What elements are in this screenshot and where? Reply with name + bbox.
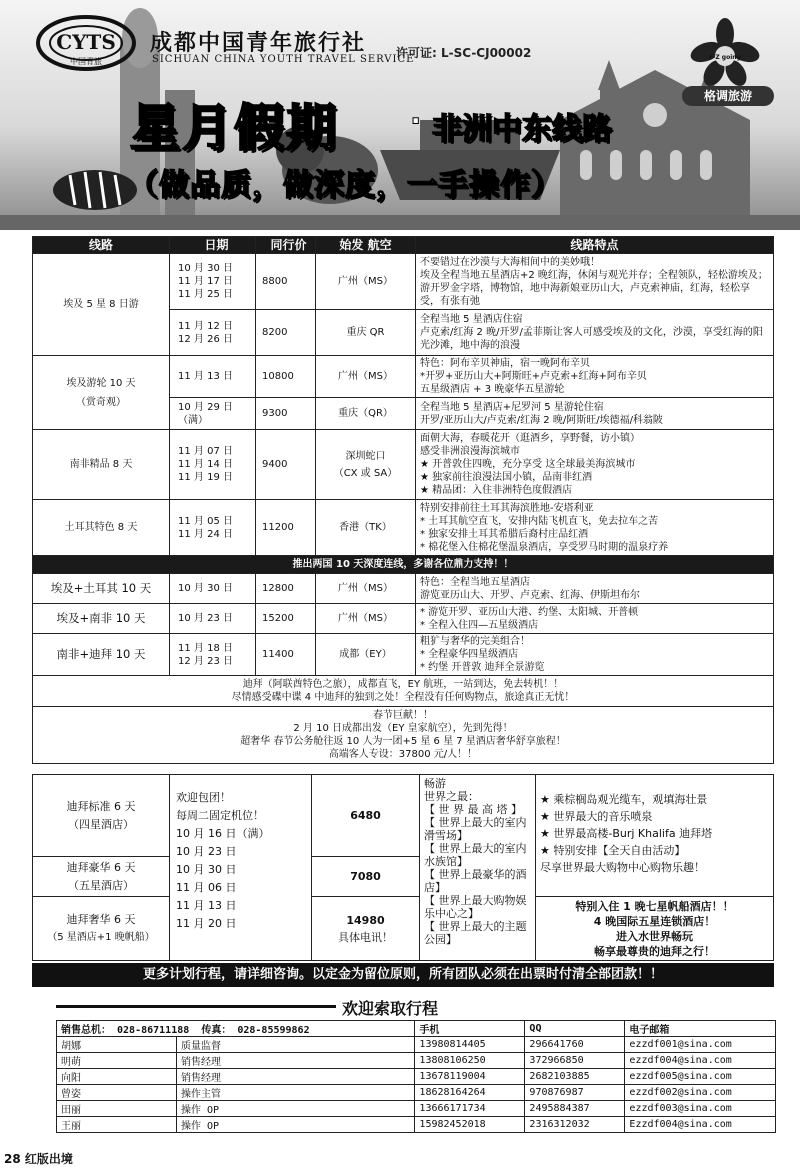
route-depart: 广州（MS） [316, 254, 416, 310]
company-name-en: SICHUAN CHINA YOUTH TRAVEL SERVICE [152, 54, 415, 65]
contact-mobile: 13678119004 [415, 1069, 525, 1085]
route-features: 面朝大海，春暖花开（逛酒乡，享野餐，访小镇） 感受非洲浪漫海滨城市 ★ 开普敦住四晚，充分享受 这全球最美海滨城市 ★ 独家前往浪漫法国小镇，品南非红酒 ★ 精品团：入住非洲特色度假酒店 [416, 430, 774, 500]
contact-row [57, 1085, 776, 1101]
table-row [33, 604, 774, 634]
route-dates: 11 月 07 日 11 月 14 日 11 月 19 日 [170, 430, 256, 500]
spring-festival-notice: 春节巨献！！ 2 月 10 日成都出发（EY 皇家航空），先到先得！ 超奢华 春节公务舱往返 10 人为一团+5 星 6 星 7 星酒店奢华舒享旅程！ 高端客人专设：37800 元/人！！ [33, 707, 774, 764]
contact-name: 明萌 [57, 1053, 177, 1069]
route-dates: 11 月 05 日 11 月 24 日 [170, 500, 256, 556]
cyts-logo [36, 14, 136, 72]
route-dates: 11 月 12 日 12 月 26 日 [170, 310, 256, 356]
route-features: 特别安排前往土耳其海滨胜地-安塔利亚 * 土耳其航空直飞，安排内陆飞机直飞，免去拉车之苦 * 独家安排土耳其希腊后裔村庄品红酒 * 棉花堡入住棉花堡温泉酒店，享受罗马时期的温泉疗养 [416, 500, 774, 556]
booking-policy-bar: 更多计划行程，请详细咨询。以定金为留位原则，所有团队必须在出票时付清全部团款！！ [32, 963, 774, 987]
route-name: 埃及游轮 10 天 （赏奇观） [33, 356, 170, 430]
contact-qq: 970876987 [525, 1085, 625, 1101]
contact-email[interactable]: ezzdf001@sina.com [625, 1037, 776, 1053]
notice-row [33, 707, 774, 764]
dubai-price: 14980 具体电讯！ [312, 897, 420, 961]
route-price: 10800 [256, 356, 316, 398]
route-depart: 重庆 QR [316, 310, 416, 356]
dubai-price: 7080 [312, 857, 420, 897]
contact-mobile: 15982452018 [415, 1117, 525, 1133]
route-price: 11200 [256, 500, 316, 556]
sales-phones: 销售总机： 028-86711188 传真： 028-85599862 [57, 1021, 415, 1037]
dubai-dates: 欢迎包团！ 每周二固定机位！ 10 月 16 日（满） 10 月 23 日 10 月 30 日 11 月 06 日 11 月 13 日 11 月 20 日 [170, 775, 312, 961]
route-name: 南非精品 8 天 [33, 430, 170, 500]
flower-logo-icon [690, 18, 760, 88]
route-name: 埃及+南非 10 天 [33, 604, 170, 634]
route-dates: 10 月 29 日 （满） [170, 398, 256, 430]
contact-email[interactable]: ezzdf004@sina.com [625, 1053, 776, 1069]
table-row [33, 897, 774, 961]
contact-mobile: 13808106250 [415, 1053, 525, 1069]
contact-role: 操作 OP [177, 1117, 415, 1133]
dubai-table [32, 774, 774, 961]
route-dates: 10 月 30 日 [170, 574, 256, 604]
header-depart: 始发 航空 [316, 237, 416, 254]
dubai-tier-name: 迪拜豪华 6 天 （五星酒店） [33, 857, 170, 897]
route-depart: 重庆（QR） [316, 398, 416, 430]
contact-role: 销售经理 [177, 1069, 415, 1085]
contact-role: 操作主管 [177, 1085, 415, 1101]
route-depart: 广州（MS） [316, 574, 416, 604]
contact-row [57, 1053, 776, 1069]
route-price: 8200 [256, 310, 316, 356]
contact-mobile: 13980814405 [415, 1037, 525, 1053]
route-features: 全程当地 5 星酒店住宿 卢克索/红海 2 晚/开罗/孟菲斯让客人可感受埃及的文化，沙漠，享受红海的阳光沙滩，地中海的浪漫 [416, 310, 774, 356]
contact-qq: 2495884387 [525, 1101, 625, 1117]
table-row [33, 430, 774, 500]
route-depart: 香港（TK） [316, 500, 416, 556]
contact-mobile: 13666171734 [415, 1101, 525, 1117]
route-name: 埃及+土耳其 10 天 [33, 574, 170, 604]
license-number: 许可证: L-SC-CJ00002 [396, 46, 532, 60]
contact-name: 田丽 [57, 1101, 177, 1117]
contacts-header-row [57, 1021, 776, 1037]
contact-email[interactable]: ezzdf002@sina.com [625, 1085, 776, 1101]
route-name: 土耳其特色 8 天 [33, 500, 170, 556]
contact-name: 向阳 [57, 1069, 177, 1085]
header-banner [0, 0, 800, 230]
route-price: 12800 [256, 574, 316, 604]
header-mobile: 手机 [415, 1021, 525, 1037]
table-row [33, 775, 774, 857]
table-row [33, 500, 774, 556]
brand-name-badge: 格调旅游 [682, 86, 774, 106]
route-features: * 游览开罗、亚历山大港、约堡、太阳城、开普顿 * 全程入住四—五星级酒店 [416, 604, 774, 634]
route-dates: 11 月 13 日 [170, 356, 256, 398]
route-price: 9300 [256, 398, 316, 430]
zebra-image [53, 170, 137, 210]
company-name-cn: 成都中国青年旅行社 [150, 31, 367, 56]
contact-row [57, 1101, 776, 1117]
route-name: 南非+迪拜 10 天 [33, 634, 170, 676]
dubai-highlights: ★ 乘棕榈岛观光缆车，观填海壮景 ★ 世界最大的音乐喷泉 ★ 世界最高楼-Burj Khalifa 迪拜塔 ★ 特别安排【全天自由活动】 尽享世界最大购物中心购物乐趣！ [536, 775, 774, 897]
route-price: 11400 [256, 634, 316, 676]
header-email: 电子邮箱 [625, 1021, 776, 1037]
title-main: 星月假期 [130, 99, 338, 157]
combo-banner-row [33, 556, 774, 574]
contact-qq: 2316312032 [525, 1117, 625, 1133]
route-price: 8800 [256, 254, 316, 310]
contact-mobile: 18628164264 [415, 1085, 525, 1101]
header-qq: QQ [525, 1021, 625, 1037]
header-price: 同行价 [256, 237, 316, 254]
welcome-section [56, 994, 776, 1018]
header-route: 线路 [33, 237, 170, 254]
title-separator: · [410, 104, 422, 139]
contact-role: 销售经理 [177, 1053, 415, 1069]
dubai-tier-name: 迪拜奢华 6 天 （5 星酒店+1 晚帆船） [33, 897, 170, 961]
contact-name: 胡娜 [57, 1037, 177, 1053]
table-header-row [33, 237, 774, 254]
combo-banner: 推出两国 10 天深度连线，多谢各位鼎力支持！！ [33, 556, 774, 574]
contact-name: 曾姿 [57, 1085, 177, 1101]
contact-role: 操作 OP [177, 1101, 415, 1117]
contact-role: 质量监督 [177, 1037, 415, 1053]
contact-name: 王丽 [57, 1117, 177, 1133]
route-depart: 深圳蛇口 （CX 或 SA） [316, 430, 416, 500]
route-features: 全程当地 5 星酒店+尼罗河 5 星游轮住宿 开罗/亚历山大/卢克索/红海 2 晚/阿斯旺/埃德福/科翁陂 [416, 398, 774, 430]
route-depart: 广州（MS） [316, 356, 416, 398]
divider [56, 1005, 336, 1008]
routes-table [32, 236, 774, 764]
notice-row [33, 676, 774, 707]
title-subtitle: 非洲中东线路 [432, 112, 612, 147]
route-features: 特色：阿布辛贝神庙，宿一晚阿布辛贝 *开罗+亚历山大+阿斯旺+卢克索+红海+阿布辛贝 五星级酒店 + 3 晚豪华五星游轮 [416, 356, 774, 398]
contact-qq: 372966850 [525, 1053, 625, 1069]
header-features: 线路特点 [416, 237, 774, 254]
contact-row [57, 1037, 776, 1053]
contact-row [57, 1069, 776, 1085]
route-features: 不要错过在沙漠与大海相间中的美妙哦！ 埃及全程当地五星酒店+2 晚红海，休闲与观光并存；全程领队，轻松游埃及；游开罗金字塔，博物馆，地中海新娘亚历山大，卢克索神庙，红海，轻松享受，有张有弛 [416, 254, 774, 310]
route-features: 粗犷与奢华的完美组合！ * 全程豪华四星级酒店 * 约堡 开普敦 迪拜全景游览 [416, 634, 774, 676]
route-dates: 10 月 23 日 [170, 604, 256, 634]
route-name: 埃及 5 星 8 日游 [33, 254, 170, 356]
page-number-footer: 28 红版出境 [4, 1152, 73, 1166]
dubai-price: 6480 [312, 775, 420, 857]
table-row [33, 356, 774, 398]
contact-email[interactable]: ezzdf005@sina.com [625, 1069, 776, 1085]
contact-email[interactable]: ezzdf003@sina.com [625, 1101, 776, 1117]
dubai-hotel-note: 特别入住 1 晚七星帆船酒店！！ 4 晚国际五星连锁酒店！ 进入水世界畅玩 畅享最尊贵的迪拜之行！ [536, 897, 774, 961]
contact-email[interactable]: Ezzdf004@sina.com [625, 1117, 776, 1133]
svg-text:CYTS: CYTS [56, 30, 116, 54]
svg-text:中国青旅: 中国青旅 [70, 57, 102, 66]
route-dates: 10 月 30 日 11 月 17 日 11 月 25 日 [170, 254, 256, 310]
table-row [33, 634, 774, 676]
route-depart: 成都（EY） [316, 634, 416, 676]
contact-qq: 296641760 [525, 1037, 625, 1053]
dubai-tour-list: 畅游 世界之最： 【 世 界 最 高 塔 】 【 世界上最大的室内滑雪场】 【 世界上最大的室内水族馆】 【 世界上最豪华的酒店】 【 世界上最大购物娱乐中心之】 【 世界上最大的主题公园】 [420, 775, 536, 961]
slogan: （做品质，做深度，一手操作） [128, 168, 562, 203]
header-date: 日期 [170, 237, 256, 254]
table-row [33, 254, 774, 310]
table-row [33, 574, 774, 604]
route-price: 9400 [256, 430, 316, 500]
route-price: 15200 [256, 604, 316, 634]
route-depart: 广州（MS） [316, 604, 416, 634]
contact-qq: 2682103885 [525, 1069, 625, 1085]
dubai-tier-name: 迪拜标准 6 天 （四星酒店） [33, 775, 170, 857]
contact-row [57, 1117, 776, 1133]
welcome-title: 欢迎索取行程 [342, 999, 439, 1018]
contacts-table [56, 1020, 776, 1133]
route-dates: 11 月 18 日 12 月 23 日 [170, 634, 256, 676]
dubai-notice: 迪拜（阿联酋特色之旅），成都直飞，EY 航班，一站到达，免去转机！！ 尽情感受碟中谍 4 中迪拜的独到之处！全程没有任何购物点，旅途真正无忧！ [33, 676, 774, 707]
route-features: 特色：全程当地五星酒店 游览亚历山大、开罗、卢克索、红海、伊斯坦布尔 [416, 574, 774, 604]
svg-text:E Z going: E Z going [709, 54, 741, 61]
